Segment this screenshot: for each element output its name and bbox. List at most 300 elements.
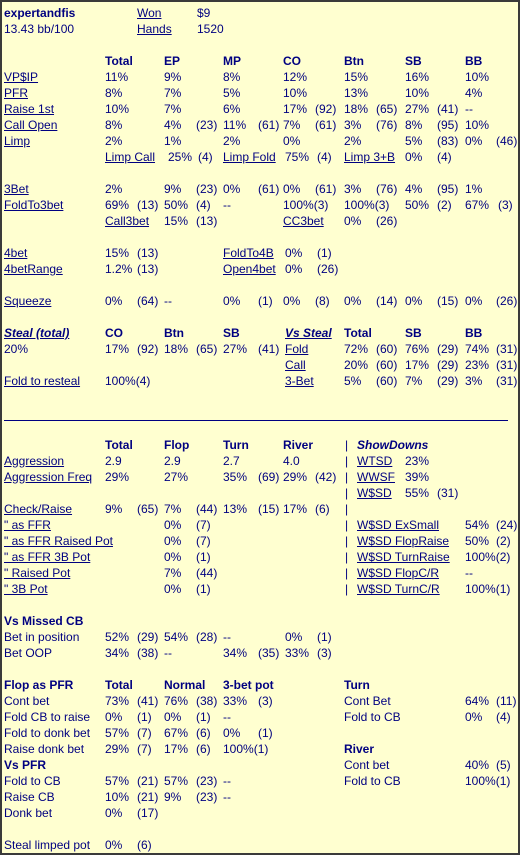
header-sb: SB xyxy=(223,326,240,340)
won-value: $9 xyxy=(197,6,211,20)
stat-value: 0% xyxy=(283,182,301,196)
row-label: Cont bet xyxy=(344,758,390,772)
stat-value: 29% xyxy=(283,470,308,484)
squeeze-link[interactable]: Squeeze xyxy=(4,294,52,308)
stat-value: 9% xyxy=(105,502,123,516)
stat-count: (44) xyxy=(196,566,218,580)
stat-value: 4.0 xyxy=(283,454,300,468)
stat-value: 54% xyxy=(465,518,490,532)
stat-value: 10% xyxy=(105,102,130,116)
hands-value: 1520 xyxy=(197,22,224,36)
stat-value: 7% xyxy=(405,374,423,388)
stat-value: 4% xyxy=(465,86,483,100)
aggression-freq-link[interactable]: Aggression Freq xyxy=(4,470,93,484)
vs-steal-call-link[interactable]: Call xyxy=(285,358,306,372)
stat-count: (1) xyxy=(317,246,332,260)
stat-count: (65) xyxy=(196,342,218,356)
stat-value: 0% xyxy=(405,150,423,164)
row-label: Cont bet xyxy=(4,694,50,708)
stat-value: 18% xyxy=(344,102,369,116)
stat-value: 0% xyxy=(344,214,362,228)
stat-count: (41) xyxy=(437,102,459,116)
wsd-turnraise-link[interactable]: W$SD TurnRaise xyxy=(357,550,450,564)
stat-value: 0% xyxy=(105,294,123,308)
stat-value: 11% xyxy=(223,118,247,132)
stat-count: (11) xyxy=(496,694,517,708)
header-total: Total xyxy=(105,438,133,452)
stat-count: (6) xyxy=(137,838,152,852)
stat-count: (64) xyxy=(137,294,159,308)
stat-count: (17) xyxy=(137,806,159,820)
stat-value: 10% xyxy=(405,86,430,100)
stat-value: 23% xyxy=(405,454,430,468)
stat-value: 2% xyxy=(105,134,123,148)
stat-value: 5% xyxy=(405,134,423,148)
stat-value: 4% xyxy=(164,118,182,132)
stat-count: (60) xyxy=(376,358,398,372)
stat-count: (28) xyxy=(196,630,218,644)
stat-value: 2.9 xyxy=(105,454,122,468)
stat-count: (29) xyxy=(437,374,459,388)
stat-value: 27% xyxy=(223,342,248,356)
stat-count: (23) xyxy=(196,774,218,788)
stat-value: 0% xyxy=(285,246,303,260)
stat-value: 64% xyxy=(465,694,490,708)
stat-value: 2% xyxy=(223,134,241,148)
stat-count: (92) xyxy=(315,102,337,116)
stat-value: 100%(4) xyxy=(105,374,151,388)
stat-value: 18% xyxy=(164,342,189,356)
stat-value: 0% xyxy=(223,294,241,308)
column-divider: | xyxy=(345,486,349,500)
column-divider: | xyxy=(345,534,349,548)
row-label: Fold CB to raise xyxy=(4,710,91,724)
stat-count: (92) xyxy=(137,342,159,356)
stat-count: (61) xyxy=(315,118,337,132)
stat-count: (13) xyxy=(137,198,159,212)
call-3bet-link[interactable]: Call3bet xyxy=(105,214,150,228)
stat-value: 100%(3) xyxy=(344,198,390,212)
column-divider: | xyxy=(345,582,349,596)
stat-value: 0% xyxy=(283,134,301,148)
row-label: Fold to CB xyxy=(344,774,401,788)
column-divider: | xyxy=(345,502,349,516)
header-co: CO xyxy=(105,326,123,340)
stat-count: (83) xyxy=(437,134,459,148)
limp-3b-link[interactable]: Limp 3+B xyxy=(344,150,396,164)
stat-value: -- xyxy=(223,790,231,804)
stat-count: (4) xyxy=(437,150,452,164)
stat-count: (1) xyxy=(196,710,211,724)
stat-value: 50% xyxy=(164,198,189,212)
stat-value: 69% xyxy=(105,198,130,212)
stat-count: (29) xyxy=(437,358,459,372)
stat-count: (3) xyxy=(258,694,273,708)
won-link[interactable]: Won xyxy=(137,6,162,20)
header-sb: SB xyxy=(405,326,422,340)
vs-steal-fold-link[interactable]: Fold xyxy=(285,342,309,356)
stat-value: 10% xyxy=(283,86,308,100)
stat-count: (61) xyxy=(258,118,280,132)
stat-count: (7) xyxy=(137,742,152,756)
stat-value: 0% xyxy=(285,262,303,276)
header-sb: SB xyxy=(405,54,422,68)
stat-count: (6) xyxy=(315,502,330,516)
stat-value: 3% xyxy=(465,374,483,388)
stat-value: 0% xyxy=(405,294,423,308)
stat-value: 29% xyxy=(105,470,130,484)
stat-value: 0% xyxy=(285,630,303,644)
header-bb: BB xyxy=(465,326,483,340)
stat-value: 4% xyxy=(405,182,423,196)
wsd-turn-cr-link[interactable]: W$SD TurnC/R xyxy=(357,582,440,596)
row-label: Donk bet xyxy=(4,806,53,820)
row-label: Bet in position xyxy=(4,630,80,644)
stat-value: 2.7 xyxy=(223,454,240,468)
stat-value: 33% xyxy=(223,694,248,708)
row-label: Raise donk bet xyxy=(4,742,85,756)
stat-value: 100%(1) xyxy=(223,742,269,756)
stat-value: -- xyxy=(465,102,473,116)
stat-value: 6% xyxy=(223,102,241,116)
stat-value: 15% xyxy=(164,214,189,228)
four-bet-link[interactable]: 4bet xyxy=(4,246,28,260)
steal-total-link[interactable]: Steal (total) xyxy=(4,326,70,340)
stat-count: (95) xyxy=(437,118,459,132)
stat-value: 12% xyxy=(283,70,308,84)
stat-value: 8% xyxy=(105,118,123,132)
four-bet-range-link[interactable]: 4betRange xyxy=(4,262,63,276)
stat-value: 57% xyxy=(164,774,189,788)
stat-value: 0% xyxy=(164,534,182,548)
stat-value: 0% xyxy=(223,182,241,196)
stat-count: (4) xyxy=(196,198,211,212)
stat-value: -- xyxy=(223,198,231,212)
open-4bet-link[interactable]: Open4bet xyxy=(223,262,276,276)
stat-count: (4) xyxy=(198,150,213,164)
stat-value: 57% xyxy=(105,726,130,740)
stat-count: (14) xyxy=(376,294,398,308)
stat-value: 15% xyxy=(105,246,130,260)
stat-value: 0% xyxy=(283,294,301,308)
stat-count: (8) xyxy=(315,294,330,308)
stat-count: (44) xyxy=(196,502,218,516)
stat-count: (42) xyxy=(315,470,337,484)
stat-value: 67% xyxy=(164,726,189,740)
section-divider xyxy=(4,420,508,421)
stat-count: (15) xyxy=(258,502,280,516)
stat-count: (31) xyxy=(496,342,518,356)
stat-value: 55% xyxy=(405,486,430,500)
stat-value: 39% xyxy=(405,470,430,484)
limp-link[interactable]: Limp xyxy=(4,134,31,148)
stat-count: (61) xyxy=(315,182,337,196)
cr-ffr-3b-pot-link[interactable]: " as FFR 3B Pot xyxy=(4,550,91,564)
stat-count: (76) xyxy=(376,118,398,132)
stat-value: 33% xyxy=(285,646,310,660)
stat-value: 8% xyxy=(223,70,241,84)
fold-to-4bet-link[interactable]: FoldTo4B xyxy=(223,246,274,260)
stat-count: (65) xyxy=(137,502,159,516)
stat-value: 54% xyxy=(164,630,189,644)
vs-steal-3bet-link[interactable]: 3-Bet xyxy=(285,374,314,388)
stat-count: (7) xyxy=(196,518,211,532)
column-divider: | xyxy=(345,470,349,484)
stat-value: 100%(1) xyxy=(465,774,511,788)
stat-value: 25% xyxy=(168,150,193,164)
raise-first-link[interactable]: Raise 1st xyxy=(4,102,55,116)
stat-count: (15) xyxy=(437,294,459,308)
stat-value: -- xyxy=(223,710,231,724)
stat-value: 8% xyxy=(105,86,123,100)
row-label: Fold to donk bet xyxy=(4,726,91,740)
stat-count: (26) xyxy=(317,262,339,276)
stat-value: -- xyxy=(164,646,172,660)
header-total: Total xyxy=(105,678,133,692)
stat-value: 2% xyxy=(344,134,362,148)
stat-value: -- xyxy=(223,774,231,788)
stat-count: (31) xyxy=(496,358,518,372)
stat-value: 75% xyxy=(285,150,310,164)
stat-value: 72% xyxy=(344,342,369,356)
stat-value: 7% xyxy=(164,86,182,100)
stat-count: (1) xyxy=(196,550,211,564)
stat-value: 10% xyxy=(105,790,130,804)
turn-header: Turn xyxy=(344,678,370,692)
stat-value: 17% xyxy=(105,342,130,356)
stat-value: 16% xyxy=(405,70,430,84)
vs-missed-cb-header: Vs Missed CB xyxy=(4,614,84,628)
stat-value: 0% xyxy=(465,710,483,724)
stat-value: 27% xyxy=(405,102,430,116)
stat-count: (6) xyxy=(196,726,211,740)
stat-count: (13) xyxy=(196,214,218,228)
row-label: Raise CB xyxy=(4,790,55,804)
cc-3bet-link[interactable]: CC3bet xyxy=(283,214,324,228)
stat-value: 0% xyxy=(223,726,241,740)
column-divider: | xyxy=(345,550,349,564)
stat-value: 100%(3) xyxy=(283,198,329,212)
stat-value: 15% xyxy=(344,70,369,84)
stat-count: (31) xyxy=(437,486,459,500)
header-total: Total xyxy=(105,54,133,68)
stat-count: (65) xyxy=(376,102,398,116)
stat-value: 1% xyxy=(164,134,182,148)
stat-value: 74% xyxy=(465,342,490,356)
stat-value: 35% xyxy=(223,470,248,484)
hands-link[interactable]: Hands xyxy=(137,22,172,36)
stat-count: (26) xyxy=(376,214,398,228)
stat-value: 1.2% xyxy=(105,262,133,276)
stat-count: (1) xyxy=(137,710,152,724)
stat-count: (23) xyxy=(196,182,218,196)
stat-count: (13) xyxy=(137,262,159,276)
stat-value: 8% xyxy=(405,118,423,132)
river-header: River xyxy=(344,742,375,756)
stat-value: 40% xyxy=(465,758,490,772)
header-river: River xyxy=(283,438,314,452)
cr-ffr-raised-pot-link[interactable]: " as FFR Raised Pot xyxy=(4,534,113,548)
stat-value: -- xyxy=(223,630,231,644)
stat-value: 0% xyxy=(465,134,483,148)
stat-value: 17% xyxy=(283,502,308,516)
stat-count: (29) xyxy=(137,630,159,644)
stat-value: 0% xyxy=(164,582,182,596)
stat-value: 57% xyxy=(105,774,130,788)
stat-count: (41) xyxy=(137,694,159,708)
vs-pfr-header: Vs PFR xyxy=(4,758,47,772)
stat-count: (7) xyxy=(196,534,211,548)
header-flop: Flop xyxy=(164,438,190,452)
cr-3b-pot-link[interactable]: " 3B Pot xyxy=(4,582,48,596)
stat-value: 52% xyxy=(105,630,130,644)
stat-value: -- xyxy=(164,294,172,308)
bb-per-100: 13.43 bb/100 xyxy=(4,22,75,36)
stat-value: 50% xyxy=(465,534,490,548)
wsd-flopraise-link[interactable]: W$SD FlopRaise xyxy=(357,534,450,548)
stat-count: (60) xyxy=(376,342,398,356)
stat-value: 7% xyxy=(164,566,182,580)
steal-total-value: 20% xyxy=(4,342,29,356)
wwsf-link[interactable]: WWSF xyxy=(357,470,395,484)
fold-to-3bet-link[interactable]: FoldTo3bet xyxy=(4,198,64,212)
stat-count: (5) xyxy=(496,758,511,772)
three-bet-link[interactable]: 3Bet xyxy=(4,182,29,196)
vs-steal-link[interactable]: Vs Steal xyxy=(285,326,332,340)
wsd-flop-cr-link[interactable]: W$SD FlopC/R xyxy=(357,566,440,580)
stat-value: 9% xyxy=(164,182,182,196)
stat-value: 0% xyxy=(164,518,182,532)
pfr-link[interactable]: PFR xyxy=(4,86,28,100)
player-name: expertandfis xyxy=(4,6,76,20)
stat-count: (24) xyxy=(496,518,518,532)
stat-count: (69) xyxy=(258,470,280,484)
cr-as-ffr-link[interactable]: " as FFR xyxy=(4,518,51,532)
stat-count: (95) xyxy=(437,182,459,196)
stat-value: 50% xyxy=(405,198,430,212)
stat-count: (1) xyxy=(196,582,211,596)
stat-value: 76% xyxy=(164,694,189,708)
stat-value: 2% xyxy=(105,182,123,196)
stat-count: (76) xyxy=(376,182,398,196)
stat-count: (1) xyxy=(258,726,273,740)
stat-value: 2.9 xyxy=(164,454,181,468)
stat-count: (46) xyxy=(496,134,518,148)
stat-value: 9% xyxy=(164,790,182,804)
stat-value: 73% xyxy=(105,694,130,708)
stat-value: 76% xyxy=(405,342,430,356)
column-divider: | xyxy=(345,566,349,580)
stat-value: 0% xyxy=(344,294,362,308)
wsd-link[interactable]: W$SD xyxy=(357,486,392,500)
stat-value: 17% xyxy=(405,358,430,372)
wsd-exsmall-link[interactable]: W$SD ExSmall xyxy=(357,518,440,532)
stat-count: (3) xyxy=(498,198,513,212)
stat-count: (4) xyxy=(496,710,511,724)
header-mp: MP xyxy=(223,54,241,68)
check-raise-link[interactable]: Check/Raise xyxy=(4,502,73,516)
flop-as-pfr-header: Flop as PFR xyxy=(4,678,74,692)
call-open-link[interactable]: Call Open xyxy=(4,118,58,132)
stat-value: 0% xyxy=(105,838,123,852)
stat-value: 0% xyxy=(465,294,483,308)
stat-count: (3) xyxy=(317,646,332,660)
stat-value: 0% xyxy=(164,550,182,564)
stat-count: (4) xyxy=(317,150,332,164)
vpip-link[interactable]: VP$IP xyxy=(4,70,39,84)
row-label: Bet OOP xyxy=(4,646,53,660)
column-divider: | xyxy=(345,454,349,468)
stat-count: (6) xyxy=(196,742,211,756)
stat-count: (26) xyxy=(496,294,518,308)
fold-to-resteal-link[interactable]: Fold to resteal xyxy=(4,374,81,388)
stat-count: (23) xyxy=(196,118,218,132)
stat-value: 10% xyxy=(465,118,490,132)
stat-count: (60) xyxy=(376,374,398,388)
stat-value: 5% xyxy=(344,374,362,388)
stat-value: 11% xyxy=(105,70,129,84)
limp-call-link[interactable]: Limp Call xyxy=(105,150,156,164)
header-btn: Btn xyxy=(164,326,184,340)
header-3bet-pot: 3-bet pot xyxy=(223,678,274,692)
aggression-link[interactable]: Aggression xyxy=(4,454,65,468)
wtsd-link[interactable]: WTSD xyxy=(357,454,393,468)
stat-value: 34% xyxy=(223,646,248,660)
stat-value: 7% xyxy=(283,118,301,132)
stat-count: (1) xyxy=(317,630,332,644)
stat-value: 67% xyxy=(465,198,490,212)
stat-value: -- xyxy=(465,566,473,580)
column-divider: | xyxy=(345,518,349,532)
stat-count: (61) xyxy=(258,182,280,196)
header-btn: Btn xyxy=(344,54,364,68)
stat-value: 9% xyxy=(164,70,182,84)
header-co: CO xyxy=(283,54,301,68)
showdowns-header: ShowDowns xyxy=(357,438,429,452)
stat-value: 10% xyxy=(465,70,490,84)
stat-count: (38) xyxy=(137,646,159,660)
stat-value: 20% xyxy=(344,358,369,372)
header-bb: BB xyxy=(465,54,483,68)
stat-count: (31) xyxy=(496,374,518,388)
stat-count: (35) xyxy=(258,646,280,660)
stat-count: (7) xyxy=(137,726,152,740)
stat-value: 13% xyxy=(344,86,369,100)
stat-value: 7% xyxy=(164,102,182,116)
stat-count: (23) xyxy=(196,790,218,804)
stat-value: 3% xyxy=(344,182,362,196)
stat-value: 13% xyxy=(223,502,248,516)
row-label: Fold to CB xyxy=(4,774,61,788)
stat-value: 29% xyxy=(105,742,130,756)
stat-value: 23% xyxy=(465,358,490,372)
stat-value: 3% xyxy=(344,118,362,132)
stat-value: 100%(2) xyxy=(465,550,511,564)
row-label: Steal limped pot xyxy=(4,838,91,852)
stat-count: (29) xyxy=(437,342,459,356)
header-turn: Turn xyxy=(223,438,249,452)
header-total: Total xyxy=(344,326,372,340)
stat-count: (41) xyxy=(258,342,280,356)
stat-count: (38) xyxy=(196,694,218,708)
stat-count: (21) xyxy=(137,790,159,804)
limp-fold-link[interactable]: Limp Fold xyxy=(223,150,276,164)
stat-value: 27% xyxy=(164,470,189,484)
stat-value: 0% xyxy=(105,710,123,724)
stat-value: 0% xyxy=(164,710,182,724)
stat-value: 1% xyxy=(465,182,483,196)
cr-raised-pot-link[interactable]: " Raised Pot xyxy=(4,566,71,580)
